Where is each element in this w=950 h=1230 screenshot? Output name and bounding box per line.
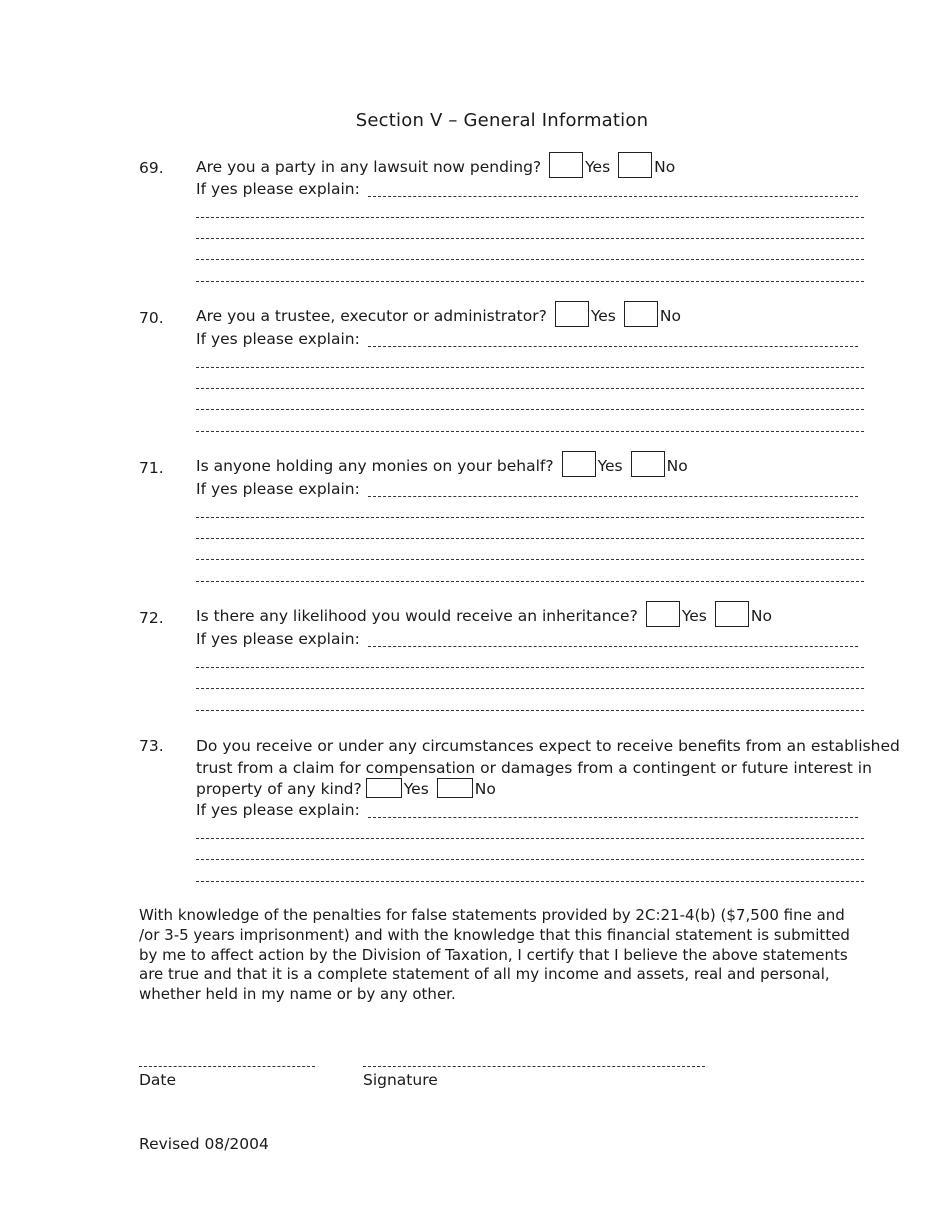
yes-label: Yes: [681, 607, 707, 625]
question-69: [196, 152, 675, 178]
explain-input[interactable]: [196, 838, 864, 839]
yes-label: Yes: [597, 457, 623, 475]
signature-label: Signature: [363, 1071, 438, 1089]
yes-label: Yes: [585, 158, 611, 176]
explain-input[interactable]: [196, 238, 864, 239]
explain-input[interactable]: [196, 259, 864, 260]
no-label: No: [654, 158, 676, 176]
explain-input[interactable]: [196, 559, 864, 560]
explain-input[interactable]: [368, 196, 858, 197]
question-number: 70.: [139, 309, 164, 327]
no-checkbox[interactable]: [618, 152, 652, 178]
explain-label: If yes please explain:: [196, 330, 360, 348]
explain-input[interactable]: [196, 859, 864, 860]
page-title: Section V – General Information: [355, 110, 649, 131]
no-label: No: [666, 457, 688, 475]
question-number: 69.: [139, 159, 164, 177]
question-number: 72.: [139, 609, 164, 627]
explain-input[interactable]: [196, 881, 864, 882]
explain-input[interactable]: [196, 517, 864, 518]
question-text: property of any kind?: [196, 780, 362, 798]
question-71: [196, 451, 688, 477]
explain-label: If yes please explain:: [196, 630, 360, 648]
certification-text: With knowledge of the penalties for false statements provided by 2C:21-4(b) ($7,500 fine and /or 3-5 years imprisonment) and with the knowledge that this financial statement is submitted by me to affect action by the Division of Taxation, I certify that I believe the above statements are true and that it is a complete statement of all my income and assets, real and personal, whether held in my name or by any other.: [139, 906, 850, 1004]
question-70: [196, 301, 681, 327]
explain-input[interactable]: [368, 817, 858, 818]
yes-label: Yes: [403, 780, 429, 798]
no-checkbox[interactable]: [624, 301, 658, 327]
explain-input[interactable]: [196, 688, 864, 689]
question-text: Is anyone holding any monies on your behalf?: [196, 457, 554, 475]
explain-input[interactable]: [196, 281, 864, 282]
explain-input[interactable]: [196, 409, 864, 410]
no-checkbox[interactable]: [631, 451, 665, 477]
yes-checkbox[interactable]: [555, 301, 589, 327]
explain-label: If yes please explain:: [196, 801, 360, 819]
question-text: Do you receive or under any circumstances expect to receive benefits from an established: [196, 737, 900, 755]
question-text: Is there any likelihood you would receive an inheritance?: [196, 607, 638, 625]
explain-input[interactable]: [196, 217, 864, 218]
question-number: 73.: [139, 737, 164, 755]
no-label: No: [659, 307, 681, 325]
explain-input[interactable]: [196, 367, 864, 368]
explain-input[interactable]: [368, 346, 858, 347]
no-checkbox[interactable]: [715, 601, 749, 627]
explain-input[interactable]: [196, 431, 864, 432]
no-label: No: [474, 780, 496, 798]
yes-checkbox[interactable]: [646, 601, 680, 627]
question-text: trust from a claim for compensation or damages from a contingent or future interest in: [196, 759, 872, 777]
question-73-options: [196, 778, 496, 798]
explain-input[interactable]: [368, 646, 858, 647]
explain-input[interactable]: [196, 710, 864, 711]
signature-input[interactable]: [363, 1066, 705, 1067]
yes-checkbox[interactable]: [562, 451, 596, 477]
explain-input[interactable]: [368, 496, 858, 497]
explain-input[interactable]: [196, 388, 864, 389]
question-number: 71.: [139, 459, 164, 477]
explain-label: If yes please explain:: [196, 480, 360, 498]
explain-input[interactable]: [196, 667, 864, 668]
yes-label: Yes: [590, 307, 616, 325]
question-text: Are you a party in any lawsuit now pending?: [196, 158, 542, 176]
date-label: Date: [139, 1071, 177, 1089]
question-72: [196, 601, 772, 627]
date-input[interactable]: [139, 1066, 315, 1067]
explain-input[interactable]: [196, 581, 864, 582]
no-checkbox[interactable]: [437, 778, 473, 798]
question-text: Are you a trustee, executor or administrator?: [196, 307, 547, 325]
no-label: No: [750, 607, 772, 625]
explain-input[interactable]: [196, 538, 864, 539]
explain-label: If yes please explain:: [196, 180, 360, 198]
yes-checkbox[interactable]: [549, 152, 583, 178]
revised-date: Revised 08/2004: [139, 1135, 269, 1153]
yes-checkbox[interactable]: [366, 778, 402, 798]
